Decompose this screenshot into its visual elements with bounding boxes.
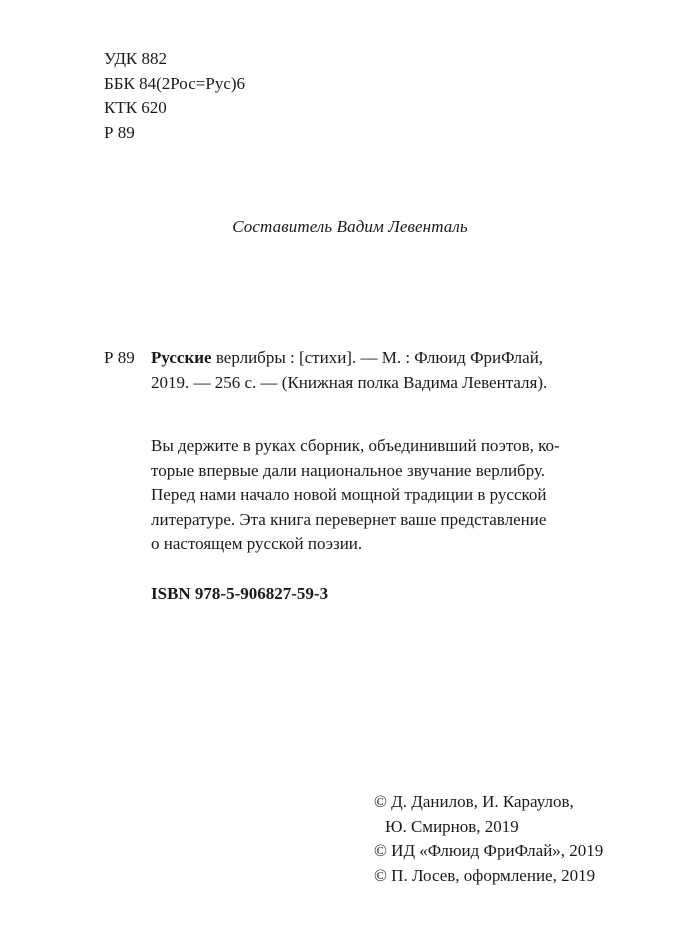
compiler-credit: Составитель Вадим Левенталь <box>232 217 468 236</box>
copyright-line: Ю. Смирнов, 2019 <box>385 816 519 836</box>
bbk-code: ББК 84(2Рос=Рус)6 <box>104 73 246 93</box>
record-author-mark: Р 89 <box>104 348 135 367</box>
author-mark: Р 89 <box>104 122 135 142</box>
copyright-block <box>374 790 603 888</box>
isbn: ISBN 978-5-906827-59-3 <box>151 584 329 603</box>
copyright-line: © Д. Данилов, И. Караулов, <box>374 792 574 811</box>
record-title-bold: Русские <box>151 348 212 367</box>
annotation-line: литературе. Эта книга перевернет ваше представление <box>151 509 547 529</box>
classification-codes <box>104 47 245 145</box>
annotation-line: о настоящем русской поэзии. <box>151 534 363 554</box>
record-line-1-rest: верлибры : [стихи]. — М. : Флюид ФриФлай, <box>211 348 544 367</box>
annotation-line: Перед нами начало новой мощной традиции в русской <box>151 485 547 505</box>
annotation <box>151 434 605 557</box>
record-line-2: 2019. — 256 с. — (Книжная полка Вадима Левенталя). <box>151 373 548 392</box>
copyright-line: © ИД «Флюид ФриФлай», 2019 <box>374 841 604 860</box>
annotation-line: торые впервые дали национальное звучание верлибру. <box>151 460 546 480</box>
ktk-code: КТК 620 <box>104 98 167 117</box>
udk-code: УДК 882 <box>104 49 168 68</box>
bibliographic-record <box>104 345 604 395</box>
copyright-line: © П. Лосев, оформление, 2019 <box>374 865 596 885</box>
annotation-line: Вы держите в руках сборник, объединивший поэтов, ко- <box>151 436 560 455</box>
record-line-1 <box>151 345 604 370</box>
